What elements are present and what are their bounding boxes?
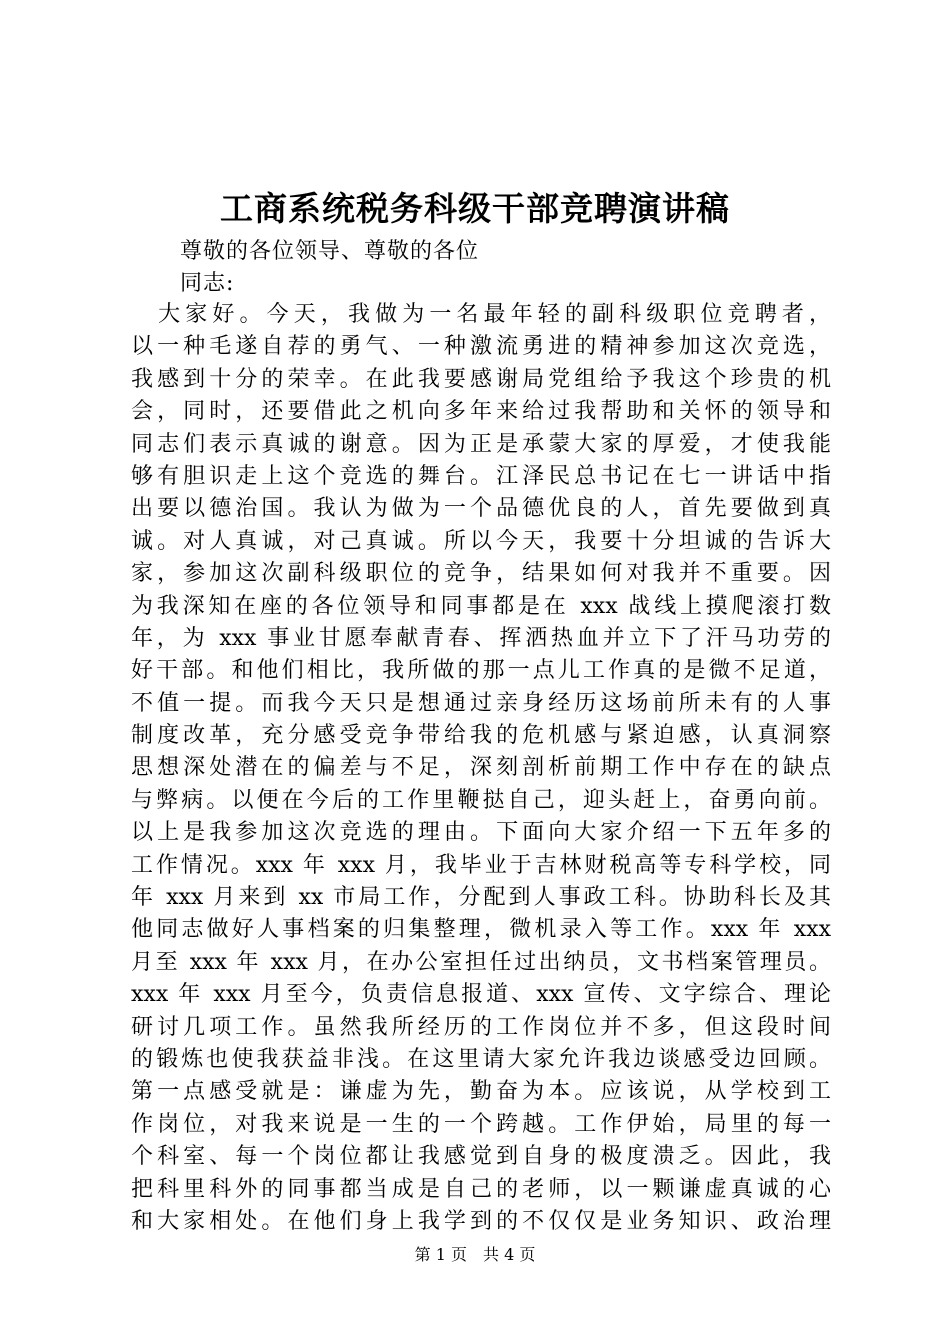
body-line: 制度改革，充分感受竞争带给我的危机感与紧迫感，认真洞察	[131, 723, 831, 749]
body-line: 出要以德治国。我认为做为一个品德优良的人，首先要做到真	[131, 496, 831, 522]
body-line: 第一点感受就是：谦虚为先，勤奋为本。应该说，从学校到工	[131, 1079, 831, 1105]
body-line: xxx 年 xxx 月至今，负责信息报道、xxx 宣传、文字综合、理论	[131, 982, 831, 1008]
body-line: 年 xxx 月来到 xx 市局工作，分配到人事政工科。协助科长及其	[131, 885, 831, 911]
body-line: 不值一提。而我今天只是想通过亲身经历这场前所未有的人事	[131, 690, 831, 716]
body-line: 同志们表示真诚的谢意。因为正是承蒙大家的厚爱，才使我能	[131, 431, 831, 457]
body-line: 工作情况。xxx 年 xxx 月，我毕业于吉林财税高等专科学校，同	[131, 852, 831, 878]
body-line: 把科里科外的同事都当成是自己的老师，以一颗谦虚真诚的心	[131, 1176, 831, 1202]
body-line: 会，同时，还要借此之机向多年来给过我帮助和关怀的领导和	[131, 399, 831, 425]
body-line: 与弊病。以便在今后的工作里鞭挞自己，迎头赶上，奋勇向前。	[131, 787, 831, 813]
body-line: 他同志做好人事档案的归集整理，微机录入等工作。xxx 年 xxx	[131, 917, 831, 943]
document-title: 工商系统税务科级干部竞聘演讲稿	[220, 189, 730, 228]
salutation-line: 同志:	[180, 271, 235, 296]
body-line: 够有胆识走上这个竞选的舞台。江泽民总书记在七一讲话中指	[131, 463, 831, 489]
body-line: 年，为 xxx 事业甘愿奉献青春、挥洒热血并立下了汗马功劳的	[131, 625, 831, 651]
body-line: 我感到十分的荣幸。在此我要感谢局党组给予我这个珍贵的机	[131, 366, 831, 392]
body-line: 个科室、每一个岗位都让我感觉到自身的极度溃乏。因此，我	[131, 1144, 831, 1170]
body-line: 以上是我参加这次竞选的理由。下面向大家介绍一下五年多的	[131, 820, 831, 846]
body-line: 和大家相处。在他们身上我学到的不仅仅是业务知识、政治理	[131, 1208, 831, 1234]
body-line: 研讨几项工作。虽然我所经历的工作岗位并不多，但这段时间	[131, 1014, 831, 1040]
page-number-footer: 第 1 页 共 4 页	[414, 1245, 536, 1264]
speech-body	[131, 299, 831, 1238]
body-line: 为我深知在座的各位领导和同事都是在 xxx 战线上摸爬滚打数	[131, 593, 831, 619]
salutation-line: 尊敬的各位领导、尊敬的各位	[180, 239, 480, 264]
body-line: 作岗位，对我来说是一生的一个跨越。工作伊始，局里的每一	[131, 1111, 831, 1137]
body-line: 以一种毛遂自荐的勇气、一种激流勇进的精神参加这次竞选，	[131, 334, 831, 360]
body-line: 诚。对人真诚，对己真诚。所以今天，我要十分坦诚的告诉大	[131, 528, 831, 554]
body-line: 的锻炼也使我获益非浅。在这里请大家允许我边谈感受边回顾。	[131, 1046, 831, 1072]
body-line: 月至 xxx 年 xxx 月，在办公室担任过出纳员，文书档案管理员。	[131, 949, 831, 975]
body-line: 大家好。今天，我做为一名最年轻的副科级职位竞聘者，	[131, 302, 831, 327]
body-line: 家，参加这次副科级职位的竞争，结果如何对我并不重要。因	[131, 561, 831, 587]
body-line: 好干部。和他们相比，我所做的那一点儿工作真的是微不足道，	[131, 658, 831, 684]
body-line: 思想深处潜在的偏差与不足，深刻剖析前期工作中存在的缺点	[131, 755, 831, 781]
